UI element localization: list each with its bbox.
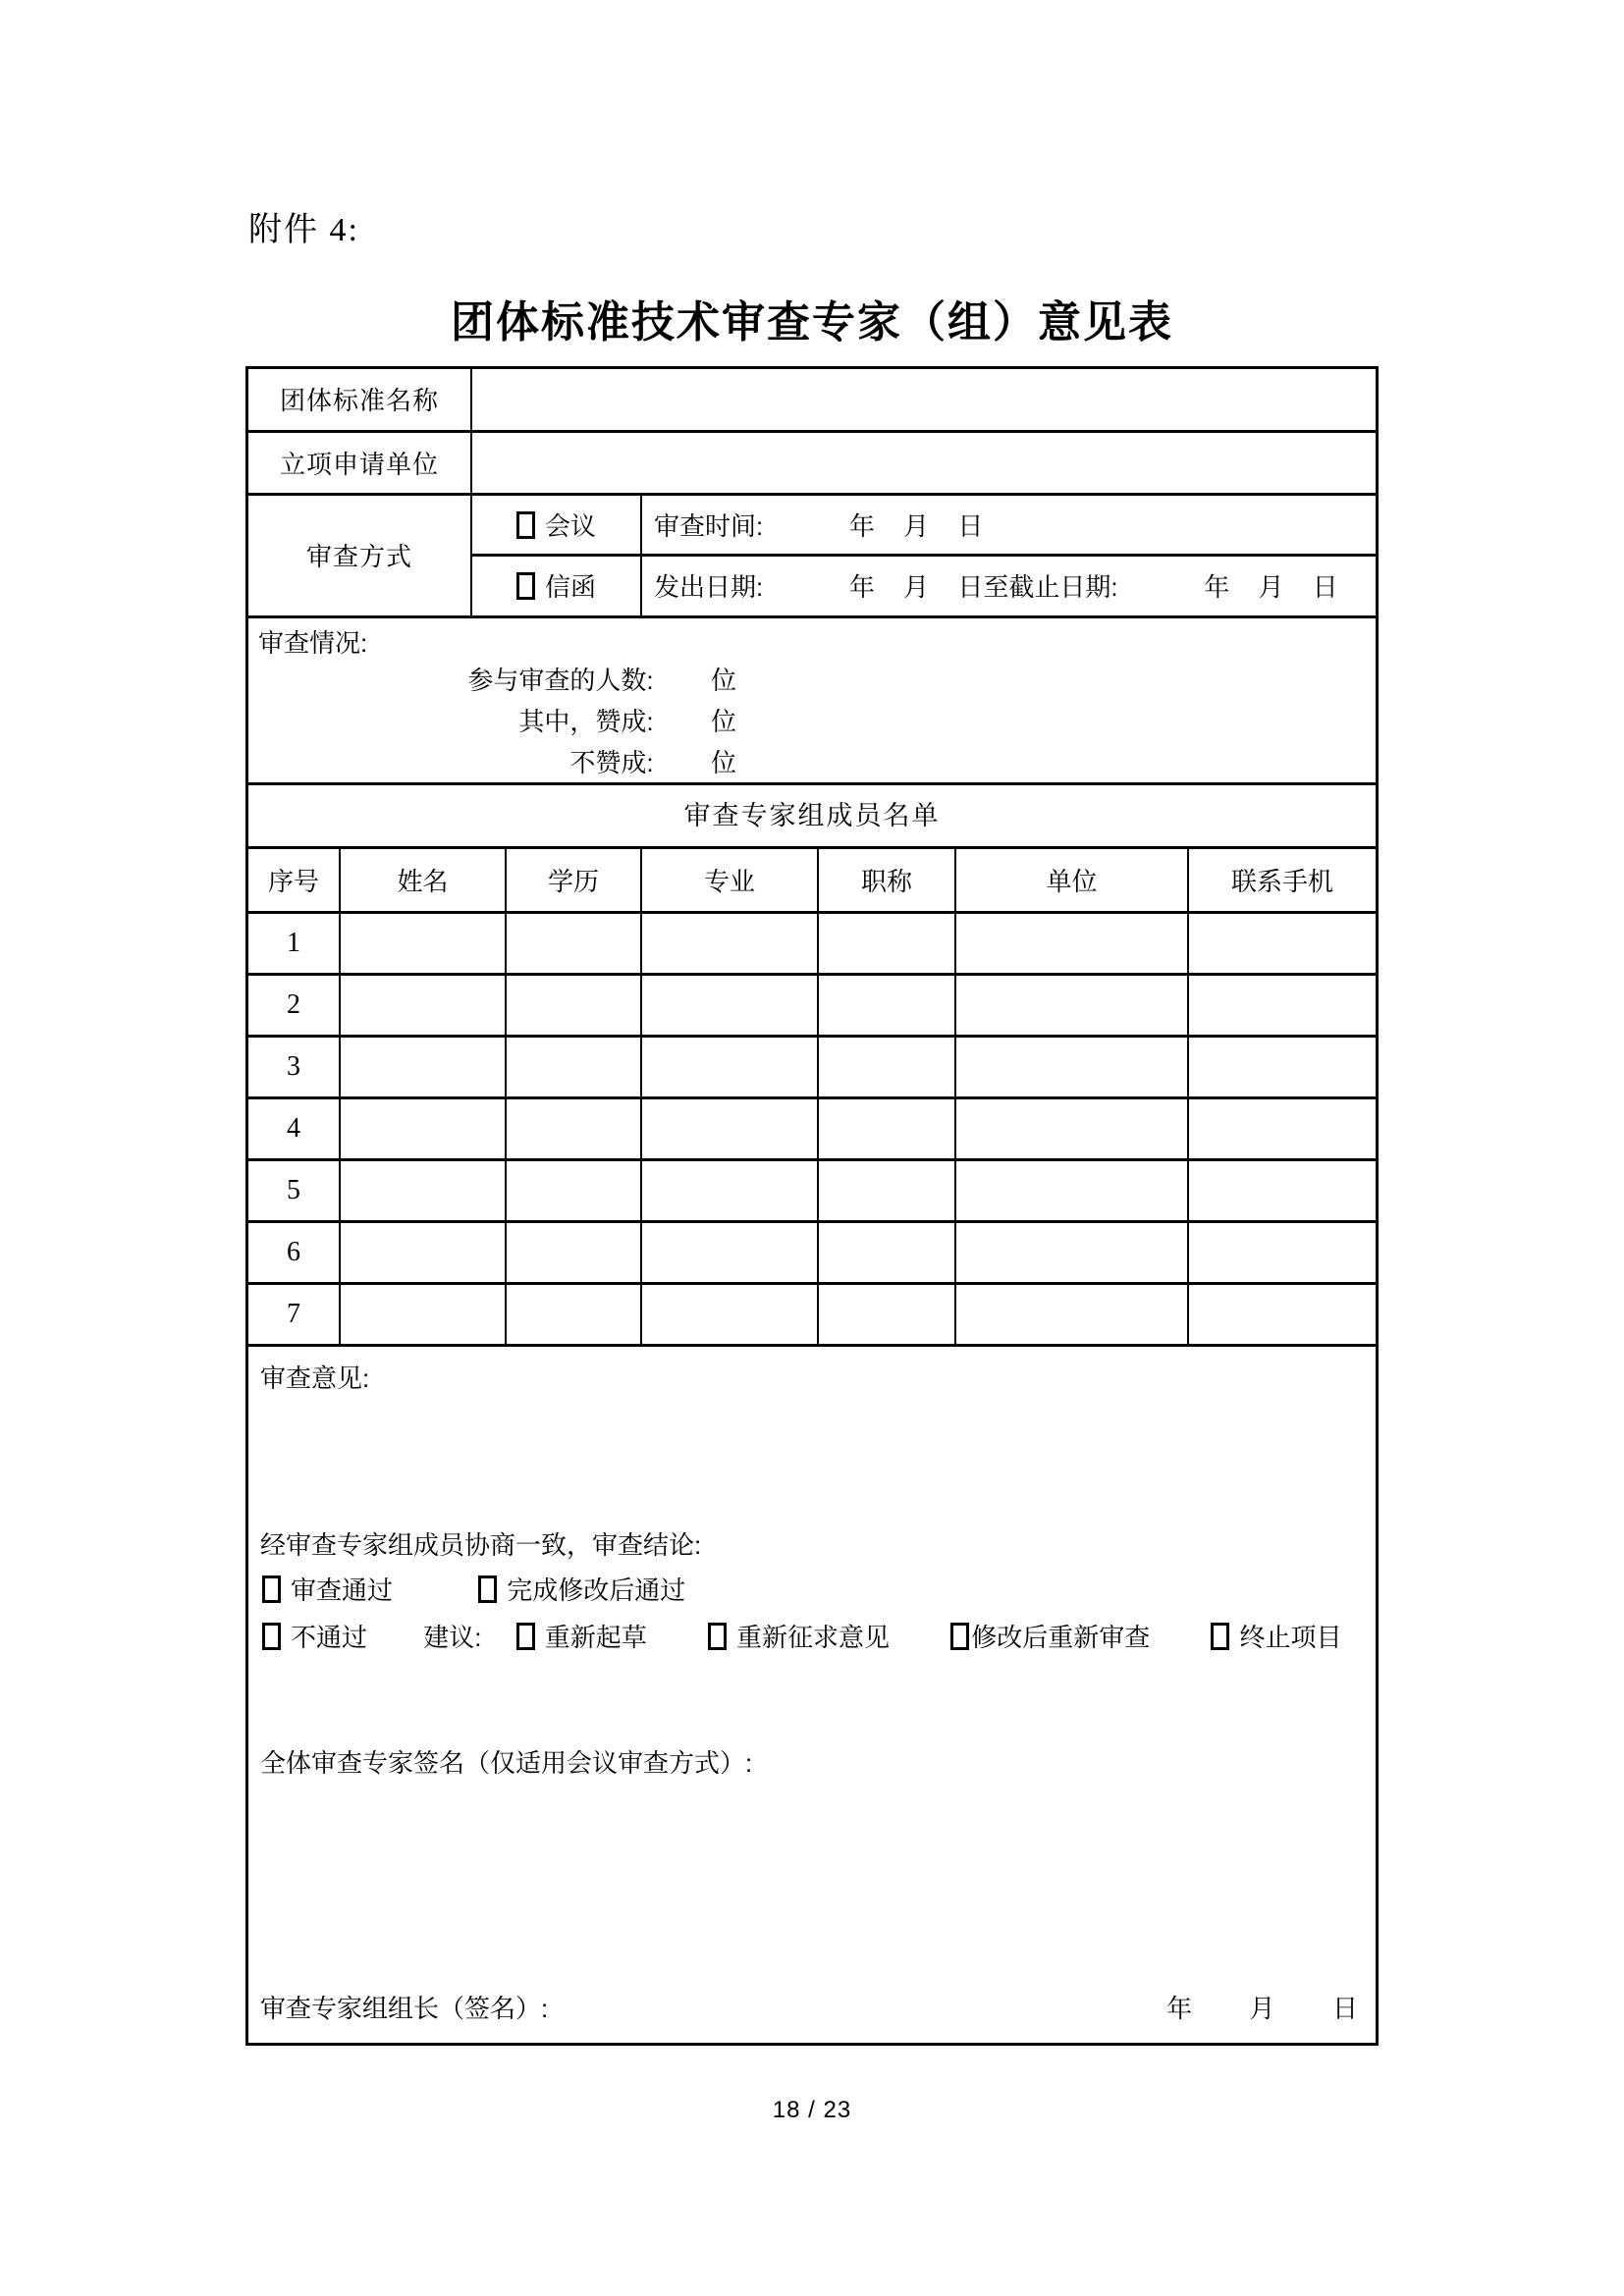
review-method-meeting-row	[248, 494, 1376, 555]
phone-cell	[1188, 1222, 1376, 1284]
major-cell	[641, 1160, 818, 1222]
checkbox-meeting-icon	[516, 511, 535, 539]
expert-roster-table	[248, 849, 1376, 1348]
applicant-unit-value-cell	[471, 431, 1376, 494]
option-terminate: 终止项目	[1211, 1623, 1341, 1652]
name-cell	[340, 1160, 506, 1222]
checkbox-approved-after-revision-icon	[478, 1575, 497, 1603]
review-status-label: 审查情况:	[258, 627, 368, 658]
meeting-option-label: 会议	[544, 510, 596, 541]
unit-cell	[955, 975, 1188, 1037]
name-cell	[340, 1037, 506, 1098]
degree-cell	[506, 1222, 641, 1284]
letter-option-label: 信函	[544, 572, 596, 602]
review-form-table	[245, 366, 1379, 2046]
row-number-cell: 7	[248, 1284, 340, 1346]
col-header-major: 专业	[641, 849, 818, 913]
all-experts-signature-label: 全体审查专家签名（仅适用会议审查方式）:	[260, 1748, 753, 1778]
major-cell	[641, 1284, 818, 1346]
option-redraft: 重新起草	[516, 1623, 647, 1652]
checkbox-rejected-icon	[262, 1623, 281, 1650]
unit-cell	[955, 1284, 1188, 1346]
col-header-phone: 联系手机	[1188, 849, 1376, 913]
degree-cell	[506, 975, 641, 1037]
major-cell	[641, 913, 818, 975]
unit-cell	[955, 1222, 1188, 1284]
unit-cell	[955, 1098, 1188, 1160]
col-header-degree: 学历	[506, 849, 641, 913]
phone-cell	[1188, 913, 1376, 975]
conclusion-intro: 经审查专家组成员协商一致，审查结论:	[260, 1530, 702, 1560]
col-header-name: 姓名	[340, 849, 506, 913]
option-rejected: 不通过	[262, 1623, 367, 1652]
option-approved: 审查通过	[262, 1575, 393, 1605]
roster-row	[248, 1222, 1376, 1284]
signature-date-blank: 年 月 日	[1166, 1994, 1358, 2023]
page-number: 18 / 23	[772, 2097, 852, 2123]
participants-count-line: 参与审查的人数: 位	[467, 665, 736, 695]
title-cell	[818, 1098, 955, 1160]
degree-cell	[506, 913, 641, 975]
form-header-table	[248, 369, 1376, 618]
review-opinion-section	[248, 1347, 1376, 2043]
degree-cell	[506, 1098, 641, 1160]
applicant-unit-label: 立项申请单位	[248, 431, 471, 494]
suggestion-label: 建议:	[423, 1623, 482, 1652]
page-title: 团体标准技术审查专家（组）意见表	[451, 298, 1173, 347]
option-approved-after-revision: 完成修改后通过	[478, 1575, 685, 1605]
phone-cell	[1188, 1284, 1376, 1346]
expert-roster-title: 审查专家组成员名单	[248, 785, 1376, 849]
agree-count-line: 其中，赞成: 位	[518, 706, 736, 736]
meeting-option-cell	[471, 494, 641, 555]
degree-cell	[506, 1037, 641, 1098]
row-number-cell: 4	[248, 1098, 340, 1160]
major-cell	[641, 975, 818, 1037]
unit-cell	[955, 1160, 1188, 1222]
row-number-cell: 5	[248, 1160, 340, 1222]
letter-dates-cell: 发出日期: 年 月 日至截止日期: 年 月 日	[641, 555, 1376, 616]
roster-row	[248, 1284, 1376, 1346]
conclusion-options-line2	[262, 1618, 1341, 1654]
row-number-cell: 3	[248, 1037, 340, 1098]
col-header-no: 序号	[248, 849, 340, 913]
phone-cell	[1188, 1098, 1376, 1160]
name-cell	[340, 1098, 506, 1160]
title-cell	[818, 1037, 955, 1098]
row-number-cell: 1	[248, 913, 340, 975]
title-cell	[818, 1284, 955, 1346]
name-cell	[340, 1284, 506, 1346]
roster-row	[248, 1160, 1376, 1222]
title-cell	[818, 1160, 955, 1222]
roster-row	[248, 913, 1376, 975]
review-method-label: 审查方式	[248, 494, 471, 616]
name-cell	[340, 1222, 506, 1284]
group-leader-signature-label: 审查专家组组长（签名）:	[260, 1994, 549, 2023]
unit-cell	[955, 913, 1188, 975]
opinion-label: 审查意见:	[260, 1363, 370, 1393]
title-cell	[818, 913, 955, 975]
meeting-time-cell: 审查时间: 年 月 日	[641, 494, 1376, 555]
option-re-solicit: 重新征求意见	[708, 1623, 890, 1652]
checkbox-re-solicit-icon	[708, 1623, 727, 1650]
row-number-cell: 2	[248, 975, 340, 1037]
checkbox-approved-icon	[262, 1575, 281, 1603]
roster-row	[248, 1037, 1376, 1098]
attachment-label: 附件 4:	[248, 212, 359, 248]
phone-cell	[1188, 975, 1376, 1037]
degree-cell	[506, 1284, 641, 1346]
checkbox-letter-icon	[516, 572, 535, 600]
standard-name-row	[248, 369, 1376, 431]
roster-row	[248, 1098, 1376, 1160]
row-number-cell: 6	[248, 1222, 340, 1284]
name-cell	[340, 975, 506, 1037]
roster-row	[248, 975, 1376, 1037]
roster-header-row	[248, 849, 1376, 913]
major-cell	[641, 1037, 818, 1098]
standard-name-label: 团体标准名称	[248, 369, 471, 431]
title-cell	[818, 975, 955, 1037]
title-cell	[818, 1222, 955, 1284]
col-header-unit: 单位	[955, 849, 1188, 913]
applicant-unit-row	[248, 431, 1376, 494]
checkbox-terminate-icon	[1211, 1623, 1229, 1650]
phone-cell	[1188, 1160, 1376, 1222]
unit-cell	[955, 1037, 1188, 1098]
conclusion-options-line1	[262, 1571, 685, 1607]
standard-name-value-cell	[471, 369, 1376, 431]
phone-cell	[1188, 1037, 1376, 1098]
major-cell	[641, 1098, 818, 1160]
checkbox-redraft-icon	[516, 1623, 535, 1650]
degree-cell	[506, 1160, 641, 1222]
option-re-review: 修改后重新审查	[950, 1623, 1150, 1652]
major-cell	[641, 1222, 818, 1284]
checkbox-re-review-icon	[950, 1623, 969, 1650]
disagree-count-line: 不赞成: 位	[569, 747, 736, 777]
col-header-title: 职称	[818, 849, 955, 913]
review-status-section	[248, 618, 1376, 785]
letter-option-cell	[471, 555, 641, 616]
name-cell	[340, 913, 506, 975]
